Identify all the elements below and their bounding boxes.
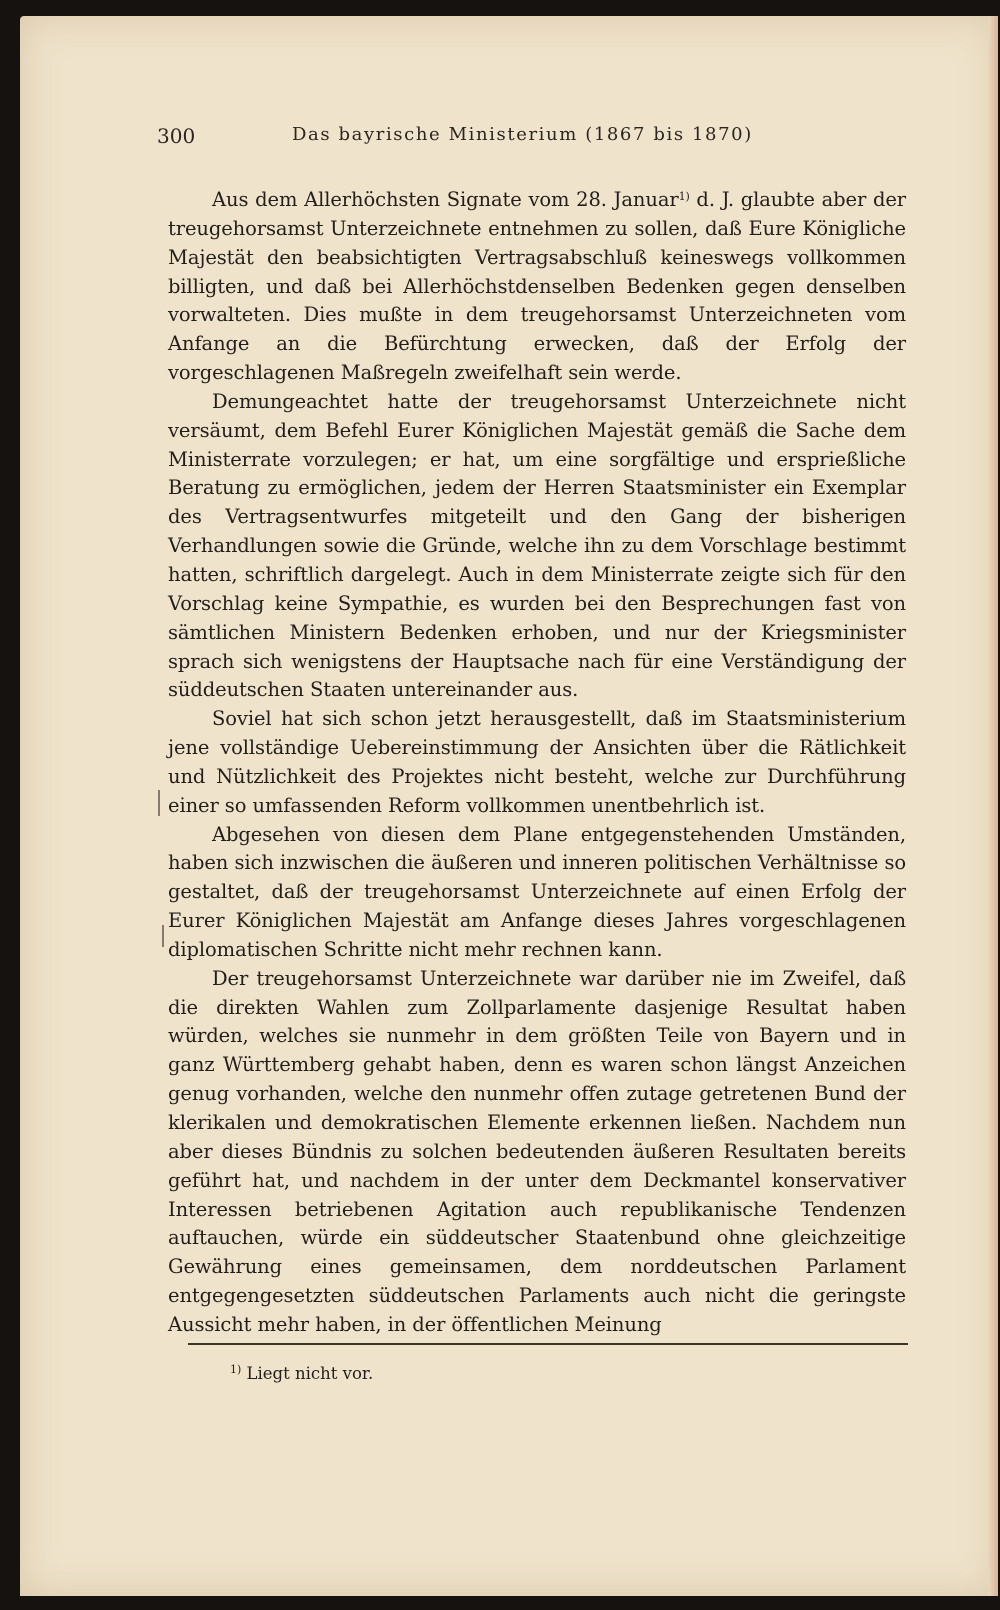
paragraph-1-rest: d. J. glaubte aber der treugehorsamst Unterzeichnete entnehmen zu sollen, daß Eure Königliche Majestät den beabsichtigten Vertragsabschluß keineswegs vollkommen billigten, und daß bei Allerhöchstdenselben Bedenken gegen denselben vorwalteten. Dies mußte in dem treugehorsamst Unterzeichneten vom Anfange an die Befürchtung erwecken, daß der Erfolg der vorgeschlagenen Maßregeln zweifelhaft sein werde. xyxy=(168,188,906,385)
body-text xyxy=(168,183,906,1340)
page-header xyxy=(157,118,757,152)
paragraph-2: Demungeachtet hatte der treugehorsamst Unterzeichnete nicht versäumt, dem Befehl Eurer Königlichen Majestät gemäß die Sache dem Ministerrate vorzulegen; er hat, um eine sorgfältige und ersprießliche Beratung zu ermöglichen, jedem der Herren Staatsminister ein Exemplar des Vertragsentwurfes mitgeteilt und den Gang der bisherigen Verhandlungen sowie die Gründe, welche ihn zu dem Vorschlage bestimmt hatten, schriftlich dargelegt. Auch in dem Ministerrate zeigte sich für den Vorschlag keine Sympathie, es wurden bei den Besprechungen fast von sämtlichen Ministern Bedenken erhoben, und nur der Kriegsminister sprach sich wenigstens der Hauptsache nach für eine Verständigung der süddeutschen Staaten untereinander aus. xyxy=(168,389,906,702)
running-head: Das bayrische Ministerium (1867 bis 1870) xyxy=(292,124,753,145)
paragraph-5: Der treugehorsamst Unterzeichnete war darüber nie im Zweifel, daß die direkten Wahlen zum Zollparlamente dasjenige Resultat haben würden, welches sie nunmehr in dem größten Teile von Bayern und in ganz Württemberg gehabt haben, denn es waren schon längst Anzeichen genug vorhanden, welche den nunmehr offen zutage getretenen Bund der klerikalen und demokratischen Elemente erkennen ließen. Nachdem nun aber dieses Bündnis zu solchen bedeutenden äußeren Resultaten bereits geführt hat, und nachdem in der unter dem Deckmantel konservativer Interessen betriebenen Agitation auch republikanische Tendenzen auftauchen, würde ein süddeutscher Staatenbund ohne gleichzeitige Gewährung eines gemeinsamen, dem norddeutschen Parlament entgegengesetzten süddeutschen Parlaments auch nicht die geringste Aussicht mehr haben, in der öffentlichen Meinung xyxy=(168,966,906,1336)
paragraph-1 xyxy=(168,183,906,388)
paragraph-1-start: Aus dem Allerhöchsten Signate vom 28. Januar xyxy=(212,188,679,211)
footnote-marker: 1) xyxy=(230,1363,242,1376)
paragraph-4: Abgesehen von diesen dem Plane entgegenstehenden Umständen, haben sich inzwischen die äußeren und inneren politischen Verhältnisse so gestaltet, daß der treugehorsamst Unterzeichnete auf einen Erfolg der Eurer Königlichen Majestät am Anfange dieses Jahres vorgeschlagenen diplomatischen Schritte nicht mehr rechnen kann. xyxy=(168,822,906,961)
paragraph-3: Soviel hat sich schon jetzt herausgestellt, daß im Staatsministerium jene vollständige Uebereinstimmung der Ansichten über die Rätlichkeit und Nützlichkeit des Projektes nicht besteht, welche zur Durchführung einer so umfassenden Reform vollkommen unentbehrlich ist. xyxy=(168,707,906,817)
footnote-reference: 1) xyxy=(678,190,690,203)
footnote-rule xyxy=(188,1343,908,1345)
margin-pencil-mark xyxy=(158,790,160,816)
footnote-text: Liegt nicht vor. xyxy=(241,1364,374,1383)
margin-pencil-mark xyxy=(162,925,164,947)
footnote xyxy=(230,1363,373,1383)
page-number: 300 xyxy=(157,124,196,148)
page-edge xyxy=(988,16,998,1596)
